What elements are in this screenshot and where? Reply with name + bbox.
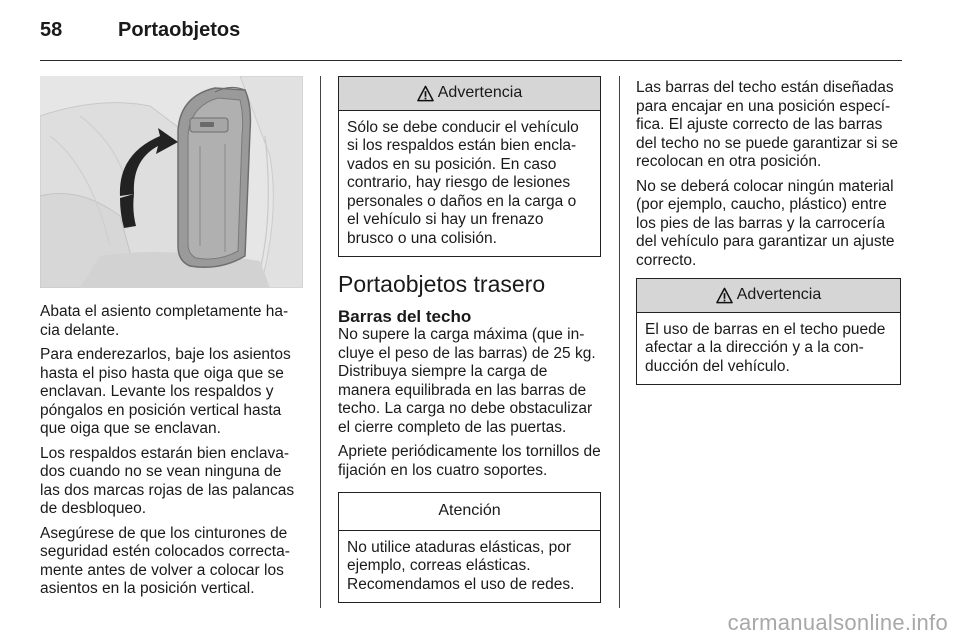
warning-box-header: [339, 77, 600, 111]
warning-box: [338, 76, 601, 257]
page-title: Portaobjetos: [118, 19, 241, 41]
paragraph: Las barras del techo están diseñadas para encajar en una posición especí-fica. El ajuste correcto de las barras del techo no se puede garantizar si se recolocan en otra posición.: [636, 79, 898, 170]
warning-body: Sólo se debe conducir el vehículo si los respaldos están bien encla-vados en su posición. En caso contrario, hay riesgo de lesiones personales o daños en la carga o el vehículo si hay un frenazo brusco o una colisión.: [347, 118, 579, 247]
warning-title: Advertencia: [437, 84, 523, 101]
right-column: [636, 79, 901, 399]
warning-triangle-icon: [417, 85, 434, 102]
warning-box: [636, 278, 901, 385]
page-number: 58: [40, 19, 63, 41]
watermark: carmanualsonline.info: [727, 610, 948, 635]
caution-body: No utilice ataduras elásticas, por ejemplo, correas elásticas. Recomendamos el uso de redes.: [347, 538, 575, 593]
paragraph: Para enderezarlos, baje los asientos hasta el piso hasta que oiga que se enclavan. Levante los respaldos y póngalos en posición vertical hasta que oiga que se enclavan.: [40, 346, 291, 437]
header-rule: [40, 60, 902, 61]
column-separator-left: [320, 76, 321, 608]
warning-box-header: [637, 279, 900, 313]
caution-box: [338, 492, 601, 603]
paragraph: No se deberá colocar ningún material (por ejemplo, caucho, plástico) entre los pies de las barras y la carrocería del vehículo para garantizar un ajuste correcto.: [636, 177, 895, 269]
column-separator-right: [619, 76, 620, 608]
middle-column: [338, 76, 601, 617]
seat-folding-illustration: [40, 76, 303, 288]
section-heading: Portaobjetos trasero: [338, 271, 546, 297]
caution-box-header: Atención: [339, 493, 600, 531]
seat-illustration-svg: [40, 76, 303, 288]
paragraph: Asegúrese de que los cinturones de seguridad estén colocados correcta-mente antes de volver a colocar los asientos en la posición vertical.: [40, 524, 290, 597]
subsection-heading: Barras del techo: [338, 307, 472, 326]
warning-triangle-icon: [716, 287, 733, 304]
warning-title: Advertencia: [736, 286, 822, 303]
paragraph: Apriete periódicamente los tornillos de fijación en los cuatro soportes.: [338, 443, 601, 479]
paragraph: Abata el asiento completamente ha-cia delante.: [40, 303, 289, 339]
left-column-text: [40, 303, 305, 605]
paragraph: No supere la carga máxima (que in-cluye el peso de las barras) de 25 kg. Distribuya siempre la carga de manera equilibrada en las barras de techo. La carga no debe obstaculizar el cierre completo de las puertas.: [338, 326, 596, 436]
warning-body: El uso de barras en el techo puede afectar a la dirección y a la con-ducción del vehículo.: [645, 320, 886, 375]
paragraph: Los respaldos estarán bien enclava-dos cuando no se vean ninguna de las dos marcas rojas de las palancas de desbloqueo.: [40, 444, 295, 517]
